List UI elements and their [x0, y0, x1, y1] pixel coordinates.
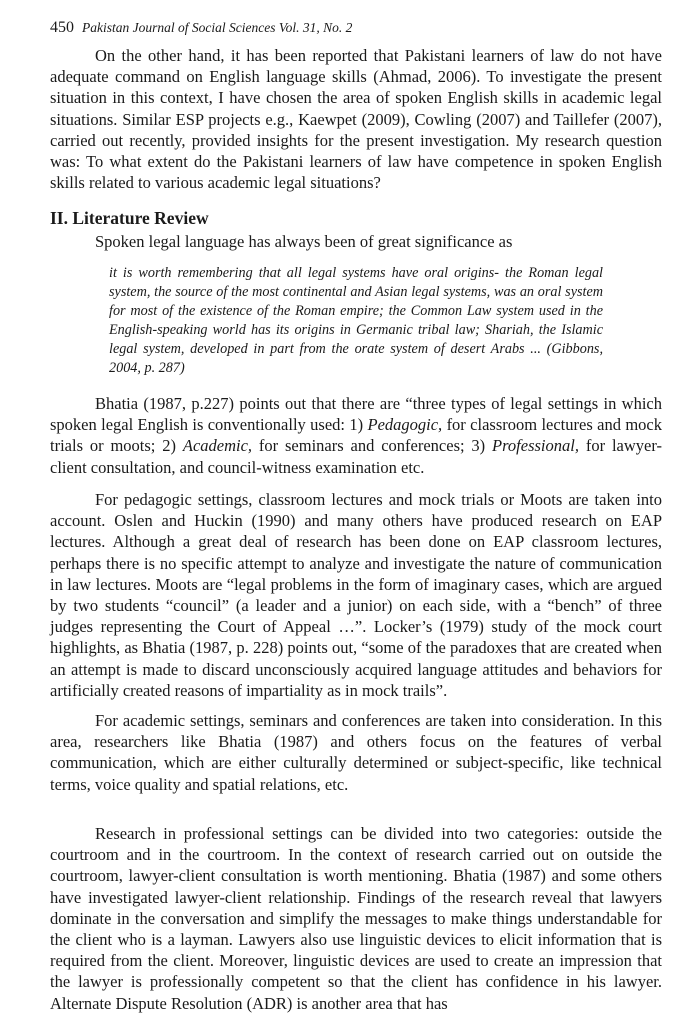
paragraph-academic: For academic settings, seminars and conferences are taken into consideration. In this area, researchers like Bhatia (1987) and others focus on the features of verbal communication, which are either culturally determined or subject-specific, like technical terms, voice quality and spatial relations, etc. — [50, 711, 662, 794]
block-quote: it is worth remembering that all legal systems have oral origins- the Roman legal system, the source of the most continental and Asian legal systems, was an oral system for most of the existence of the Roman empire; the Common Law system used in the English-speaking world has its origins in Germanic tribal law; Shariah, the Islamic legal system, developed in part from the orate system of desert Arabs ... (Gibbons, 2004, p. 287) — [109, 265, 603, 376]
page-number: 450 — [50, 19, 74, 36]
term-professional: Professional, — [492, 436, 579, 456]
journal-title: Pakistan Journal of Social Sciences Vol. 31, No. 2 — [82, 20, 353, 35]
paragraph-intro: On the other hand, it has been reported that Pakistani learners of law do not have adequate command on English language skills (Ahmad, 2006). To investigate the present situation in this context, I have chosen the area of spoken English skills in academic legal situations. Similar ESP projects e.g., Kaewpet (2009), Cowling (2007) and Taillefer (2007), carried out recently, provided insights for the present investigation. My research question was: To what extent do the Pakistani learners of law have competence in spoken English skills related to various academic legal situations? — [50, 46, 662, 193]
term-academic: Academic, — [182, 436, 253, 456]
paragraph-quote-lead: Spoken legal language has always been of great significance as — [95, 232, 513, 251]
paragraph-pedagogic: For pedagogic settings, classroom lectures and mock trials or Moots are taken into account. Oslen and Huckin (1990) and many others have produced research on EAP lectures. Although a great deal of research has been done on EAP classroom lectures, perhaps there is no specific attempt to analyze and investigate the nature of communication in law lectures. Moots are “legal problems in the form of imaginary cases, which are argued by two students “council” (a leader and a junior) on each side, with a “bench” of three judges representing the Court of Appeal …”. Locker’s (1979) study of the mock court highlights, as Bhatia (1987, p. 228) points out, “some of the paradoxes that are created when an attempt is made to discard unconsciously acquired language attitudes and behaviors for artificially created reasons of impartiality as in mock trails”. — [50, 490, 662, 700]
paragraph-bhatia: Bhatia (1987, p.227) points out that there are “three types of legal settings in which spoken legal English is conventionally used: 1) Pedagogic, for classroom lectures and mock trials or moots; 2) Academic, for seminars and conferences; 3) Professional, for lawyer-client consultation, and council-witness examination etc. — [50, 394, 663, 477]
paragraph-professional: Research in professional settings can be divided into two categories: outside the courtroom and in the courtroom. In the context of research carried out on outside the courtroom, lawyer-client consultation is worth mentioning. Bhatia (1987) and some others have investigated lawyer-client relationship. Findings of the research reveal that lawyers dominate in the conversation and simplify the messages to make things understandable for the client who is a layman. Lawyers also use linguistic devices to elicit information that is required from the client. Moreover, linguistic devices are used to create an impression that the lawyer is professionally competent so that the client has confidence in his lawyer. Alternate Dispute Resolution (ADR) is another area that has — [50, 824, 662, 1013]
section-heading: II. Literature Review — [50, 208, 209, 228]
running-header — [50, 19, 352, 37]
term-pedagogic: Pedagogic, — [367, 415, 443, 435]
